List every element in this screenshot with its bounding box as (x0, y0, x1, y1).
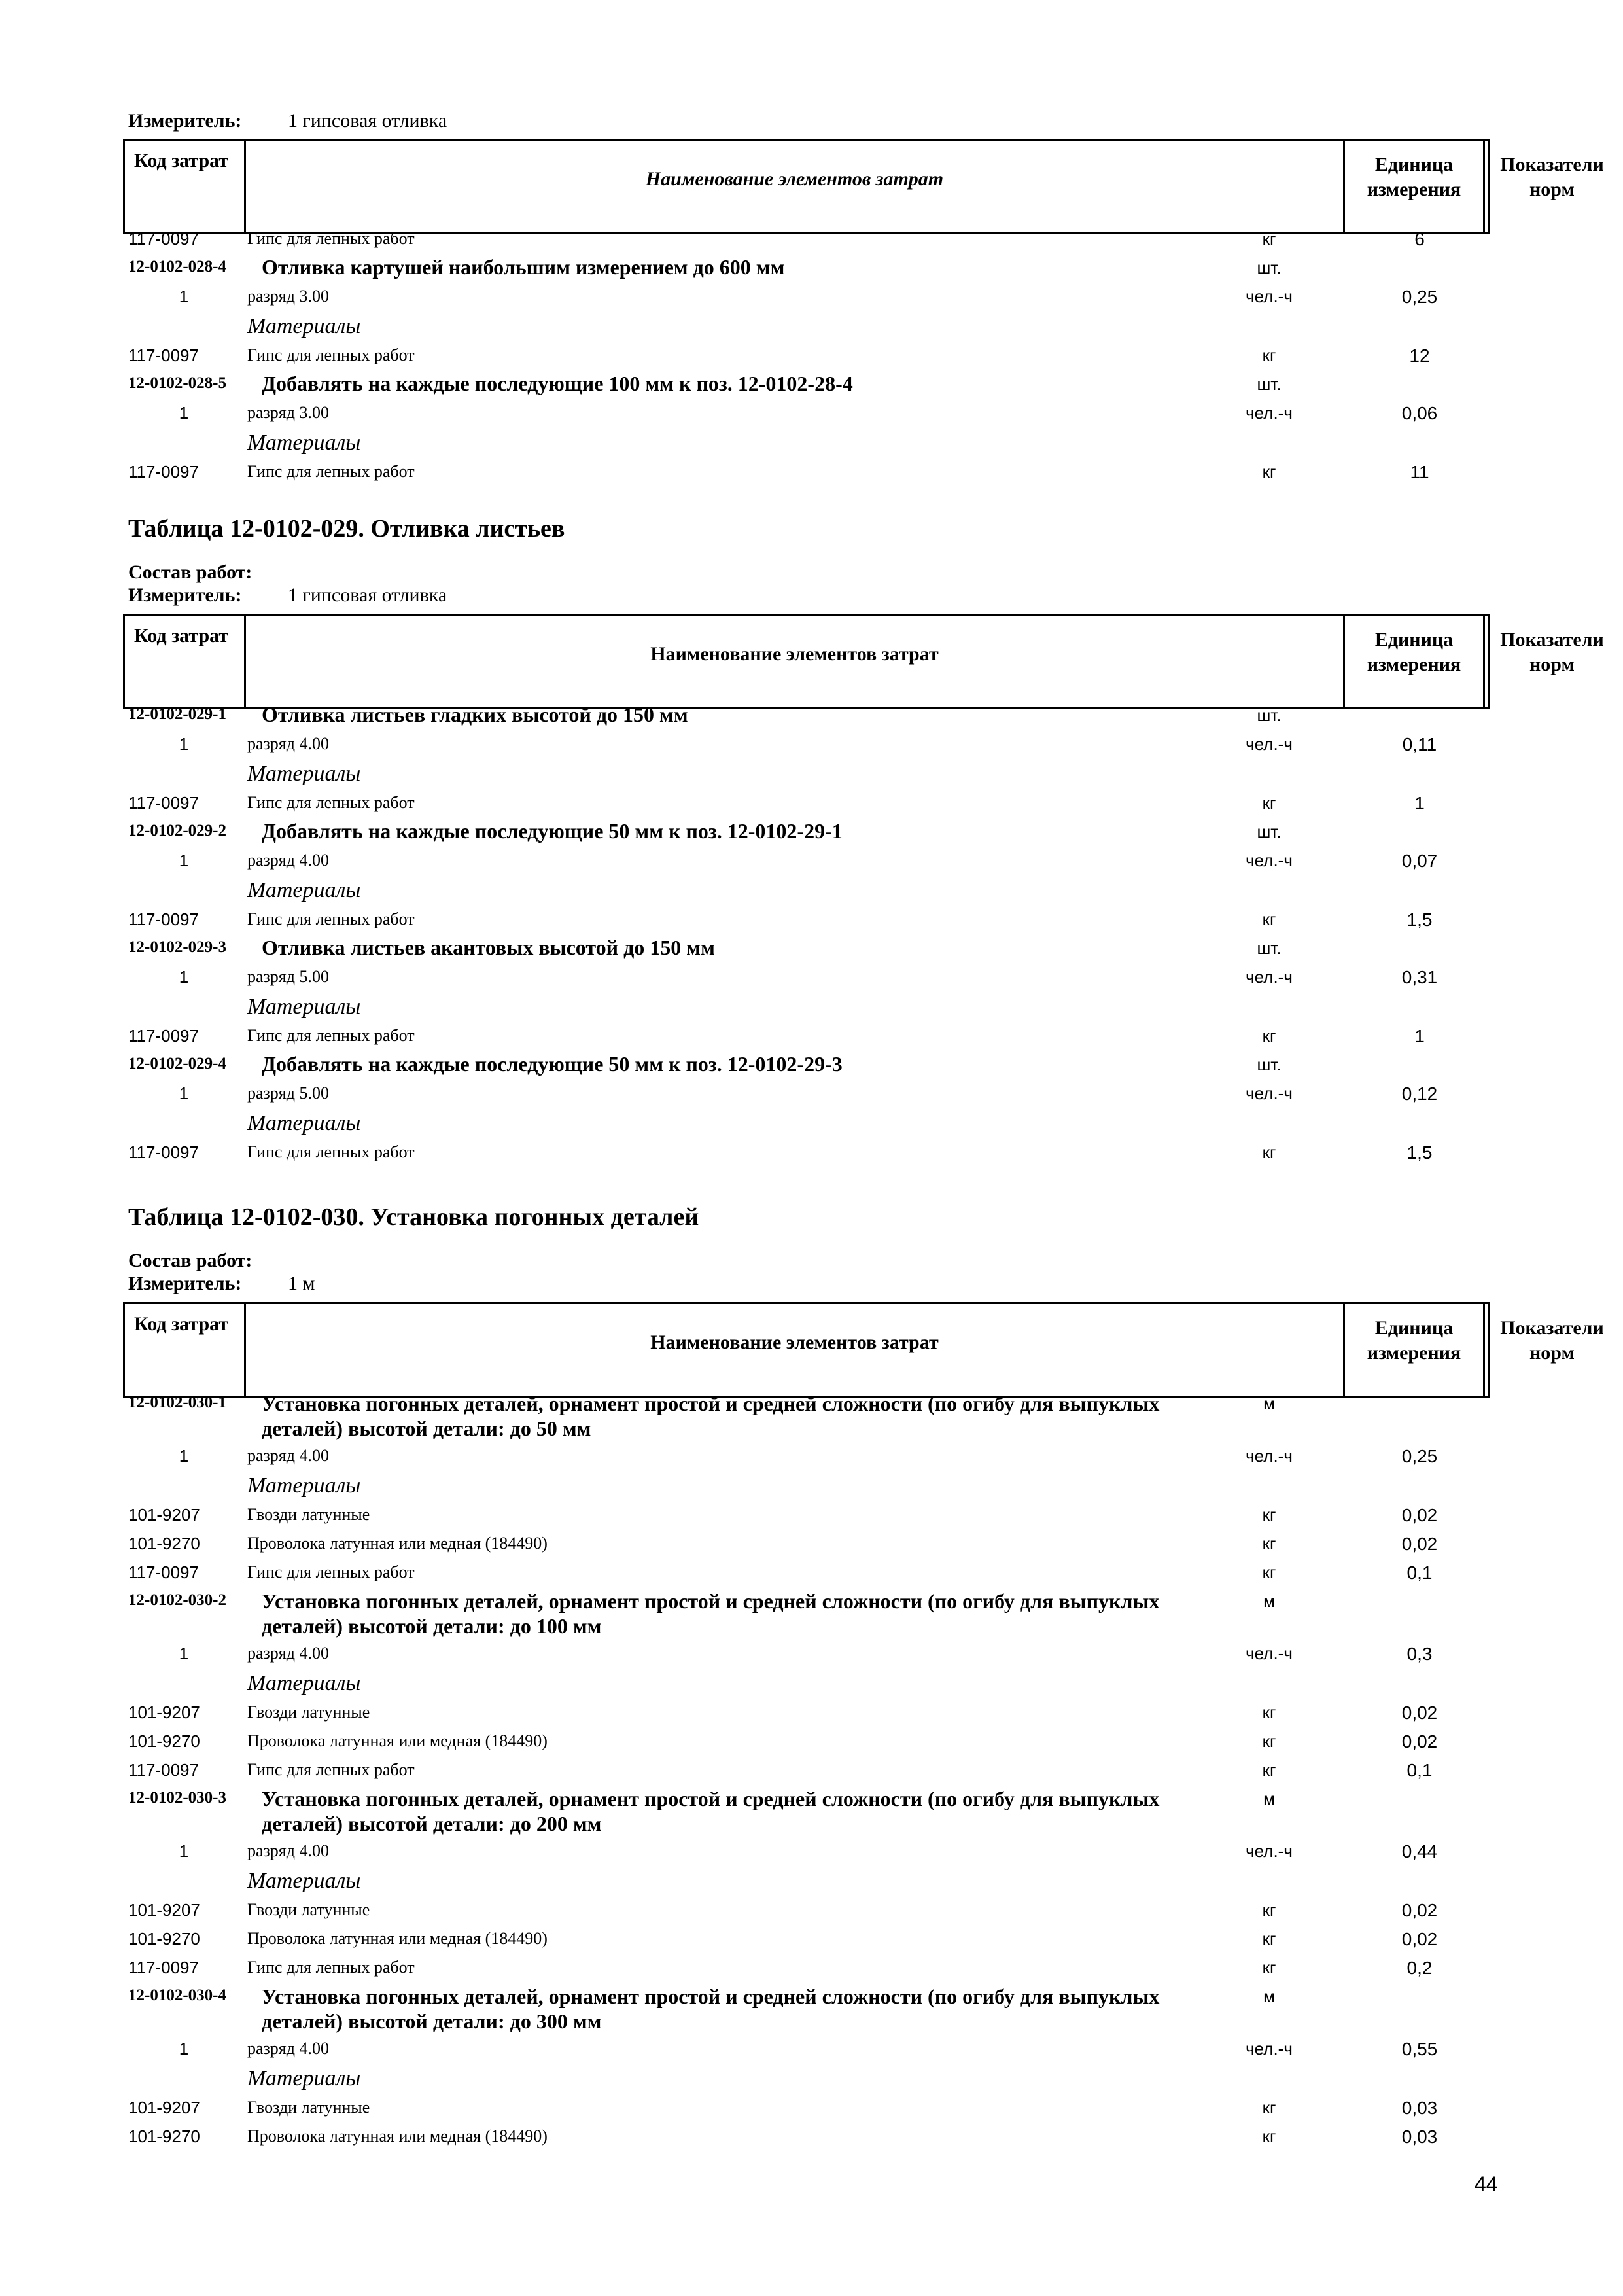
table-row (0, 2127, 1623, 2153)
cost-code: 117-0097 (128, 793, 199, 813)
table30-header-norm-2: норм (1529, 1342, 1575, 1364)
cost-element-name: Установка погонных деталей, орнамент простой и средней сложности (по огибу для выпуклых деталей) высотой детали: до 100 мм (262, 1589, 1160, 1638)
cost-code: 117-0097 (128, 910, 199, 929)
table-row (0, 1589, 1623, 1638)
cost-element-name: Добавлять на каждые последующие 50 мм к поз. 12-0102-29-3 (262, 1052, 843, 1076)
table-row (0, 1841, 1623, 1867)
header-name: Наименование элементов затрат (645, 168, 944, 190)
table-row (0, 1760, 1623, 1786)
cost-element-name: Проволока латунная или медная (184490) (247, 1929, 548, 1948)
norm-value: 0,1 (1406, 1760, 1433, 1780)
cost-element-name: Отливка листьев акантовых высотой до 150 мм (262, 936, 715, 959)
norm-value: 0,12 (1401, 1084, 1438, 1104)
unit-of-measure: чел.-ч (1246, 967, 1293, 987)
norm-value: 0,11 (1402, 734, 1437, 754)
cost-code: 1 (179, 287, 189, 306)
table-row (0, 1900, 1623, 1926)
unit-of-measure: м (1263, 1987, 1275, 2006)
cost-code: 1 (179, 851, 189, 870)
unit-of-measure: шт. (1257, 258, 1282, 277)
header-unit-2: измерения (1367, 179, 1461, 200)
cost-code: 101-9270 (128, 1534, 200, 1553)
materials-heading: Материалы (247, 878, 361, 902)
table-row (0, 1475, 1623, 1501)
table-row (0, 315, 1623, 342)
cost-code: 12-0102-029-4 (128, 1055, 226, 1072)
norm-value: 0,02 (1401, 1731, 1438, 1752)
unit-of-measure: чел.-ч (1246, 734, 1293, 754)
unit-of-measure: кг (1262, 229, 1276, 249)
table29-header (123, 614, 1604, 709)
cost-code: 101-9207 (128, 2098, 200, 2117)
unit-of-measure: кг (1262, 1142, 1276, 1162)
norm-value: 12 (1409, 345, 1430, 366)
cost-element-name: разряд 4.00 (247, 851, 329, 870)
table-header (123, 139, 1604, 234)
cost-element-name: Гипс для лепных работ (247, 229, 415, 248)
norm-value: 0,02 (1401, 1534, 1438, 1554)
cost-code: 101-9207 (128, 1505, 200, 1525)
table29-header-norm-2: норм (1529, 654, 1575, 675)
table-row (0, 1505, 1623, 1531)
table-row (0, 996, 1623, 1022)
cost-code: 101-9207 (128, 1703, 200, 1722)
table-row (0, 1142, 1623, 1169)
cost-element-name: Отливка листьев гладких высотой до 150 мм (262, 703, 688, 726)
meter-label: Измеритель: (128, 110, 242, 132)
table29-meter-label: Измеритель: (128, 584, 242, 606)
meter-value: 1 гипсовая отливка (288, 110, 447, 132)
unit-of-measure: кг (1262, 2098, 1276, 2117)
norm-value: 0,2 (1406, 1958, 1433, 1978)
table-row (0, 1392, 1623, 1440)
cost-code: 12-0102-028-4 (128, 258, 226, 275)
materials-heading: Материалы (247, 314, 361, 338)
cost-element-name: разряд 4.00 (247, 2039, 329, 2058)
table-row (0, 705, 1623, 732)
table-row (0, 374, 1623, 400)
table29-header-code: Код затрат (134, 625, 229, 646)
table-row (0, 2098, 1623, 2124)
norm-value: 0,02 (1401, 1929, 1438, 1949)
table30-header (123, 1302, 1604, 1398)
unit-of-measure: чел.-ч (1246, 1446, 1293, 1466)
norm-value: 0,44 (1401, 1841, 1438, 1862)
norm-value: 0,25 (1401, 1446, 1438, 1466)
norm-value: 0,06 (1401, 403, 1438, 423)
table-row (0, 1731, 1623, 1757)
table29-composition-label: Состав работ: (128, 561, 253, 583)
cost-element-name: Гипс для лепных работ (247, 910, 415, 928)
table-row (0, 1929, 1623, 1955)
cost-element-name: разряд 4.00 (247, 1644, 329, 1663)
page-number: 44 (1475, 2172, 1498, 2196)
cost-element-name: разряд 4.00 (247, 1841, 329, 1860)
table-row (0, 1534, 1623, 1560)
table-row (0, 763, 1623, 789)
unit-of-measure: кг (1262, 345, 1276, 365)
unit-of-measure: чел.-ч (1246, 851, 1293, 870)
cost-code: 12-0102-030-2 (128, 1591, 226, 1609)
norm-value: 0,02 (1401, 1505, 1438, 1525)
table-row (0, 819, 1623, 848)
unit-of-measure: кг (1262, 1534, 1276, 1553)
norm-value: 6 (1414, 229, 1425, 249)
materials-heading: Материалы (247, 1474, 361, 1498)
table-row (0, 345, 1623, 372)
table-row (0, 432, 1623, 458)
table-row (0, 1870, 1623, 1896)
cost-element-name: разряд 4.00 (247, 734, 329, 753)
unit-of-measure: кг (1262, 1731, 1276, 1751)
cost-element-name: Проволока латунная или медная (184490) (247, 1534, 548, 1553)
norm-value: 0,02 (1401, 1703, 1438, 1723)
cost-element-name: Гипс для лепных работ (247, 1563, 415, 1581)
cost-element-name: разряд 5.00 (247, 1084, 329, 1103)
cost-code: 117-0097 (128, 1142, 199, 1162)
unit-of-measure: кг (1262, 910, 1276, 929)
cost-element-name: Установка погонных деталей, орнамент простой и средней сложности (по огибу для выпуклых деталей) высотой детали: до 50 мм (262, 1392, 1160, 1440)
norm-value: 1 (1414, 793, 1425, 813)
cost-element-name: Проволока латунная или медная (184490) (247, 1731, 548, 1750)
table-row (0, 1446, 1623, 1472)
unit-of-measure: кг (1262, 1760, 1276, 1780)
cost-code: 1 (179, 1446, 189, 1466)
unit-of-measure: чел.-ч (1246, 2039, 1293, 2058)
table29-header-norm-1: Показатели (1500, 629, 1604, 650)
materials-heading: Материалы (247, 1671, 361, 1695)
table-row (0, 1787, 1623, 1835)
cost-code: 12-0102-030-4 (128, 1987, 226, 2004)
materials-heading: Материалы (247, 1111, 361, 1135)
header-code: Код затрат (134, 150, 229, 171)
header-unit-1: Единица (1374, 154, 1454, 175)
unit-of-measure: м (1263, 1394, 1275, 1413)
table30-header-unit-2: измерения (1367, 1342, 1461, 1364)
materials-heading: Материалы (247, 1869, 361, 1893)
norm-value: 0,31 (1401, 967, 1438, 987)
cost-element-name: Добавлять на каждые последующие 100 мм к поз. 12-0102-28-4 (262, 372, 853, 395)
unit-of-measure: кг (1262, 1929, 1276, 1949)
cost-code: 12-0102-030-3 (128, 1789, 226, 1807)
table30-meter-label: Измеритель: (128, 1273, 242, 1294)
unit-of-measure: м (1263, 1591, 1275, 1611)
cost-element-name: разряд 5.00 (247, 967, 329, 986)
table30-header-code: Код затрат (134, 1313, 229, 1335)
norm-value: 0,25 (1401, 287, 1438, 307)
table30-composition-label: Состав работ: (128, 1250, 253, 1271)
norm-value: 0,55 (1401, 2039, 1438, 2059)
table30-meter-value: 1 м (288, 1273, 315, 1294)
table-row (0, 255, 1623, 284)
cost-code: 117-0097 (128, 1958, 199, 1977)
unit-of-measure: чел.-ч (1246, 1084, 1293, 1103)
table-row (0, 1958, 1623, 1984)
norm-value: 1,5 (1406, 1142, 1433, 1163)
table29-header-name: Наименование элементов затрат (650, 643, 939, 665)
unit-of-measure: кг (1262, 793, 1276, 813)
unit-of-measure: шт. (1257, 374, 1282, 394)
table-row (0, 851, 1623, 877)
cost-element-name: Отливка картушей наибольшим измерением до 600 мм (262, 255, 785, 279)
materials-heading: Материалы (247, 762, 361, 786)
cost-code: 12-0102-028-5 (128, 374, 226, 392)
unit-of-measure: кг (1262, 1505, 1276, 1525)
cost-element-name: Гвозди латунные (247, 1703, 370, 1722)
unit-of-measure: чел.-ч (1246, 1841, 1293, 1861)
unit-of-measure: м (1263, 1789, 1275, 1809)
unit-of-measure: кг (1262, 1563, 1276, 1582)
norm-value: 1 (1414, 1026, 1425, 1046)
unit-of-measure: шт. (1257, 938, 1282, 958)
cost-element-name: разряд 4.00 (247, 1446, 329, 1465)
table-row (0, 1672, 1623, 1699)
unit-of-measure: кг (1262, 2127, 1276, 2146)
unit-of-measure: шт. (1257, 822, 1282, 841)
cost-code: 1 (179, 2039, 189, 2058)
table-row (0, 1112, 1623, 1139)
table-row (0, 1052, 1623, 1081)
table-row (0, 462, 1623, 488)
materials-heading: Материалы (247, 2066, 361, 2091)
cost-element-name: Гвозди латунные (247, 2098, 370, 2117)
cost-code: 1 (179, 967, 189, 987)
cost-element-name: Гипс для лепных работ (247, 793, 415, 812)
cost-element-name: Установка погонных деталей, орнамент простой и средней сложности (по огибу для выпуклых деталей) высотой детали: до 300 мм (262, 1985, 1160, 2033)
norm-value: 0,3 (1406, 1644, 1433, 1664)
table-row (0, 229, 1623, 255)
table29-header-unit-2: измерения (1367, 654, 1461, 675)
cost-element-name: разряд 3.00 (247, 287, 329, 306)
materials-heading: Материалы (247, 431, 361, 455)
cost-code: 1 (179, 403, 189, 423)
cost-code: 1 (179, 1644, 189, 1663)
header-norm-1: Показатели (1500, 154, 1604, 175)
cost-code: 117-0097 (128, 1563, 199, 1582)
cost-code: 117-0097 (128, 345, 199, 365)
cost-code: 117-0097 (128, 1026, 199, 1046)
norm-value: 0,1 (1406, 1563, 1433, 1583)
table29-title: Таблица 12-0102-029. Отливка листьев (128, 515, 565, 542)
table29-header-unit-1: Единица (1374, 629, 1454, 650)
table-row (0, 1985, 1623, 2033)
table-row (0, 1563, 1623, 1589)
table-row (0, 2068, 1623, 2094)
cost-code: 101-9270 (128, 1929, 200, 1949)
cost-element-name: Гипс для лепных работ (247, 1760, 415, 1779)
unit-of-measure: кг (1262, 1900, 1276, 1920)
table-row (0, 793, 1623, 819)
unit-of-measure: кг (1262, 1703, 1276, 1722)
table-row (0, 403, 1623, 429)
table29-meter-value: 1 гипсовая отливка (288, 584, 447, 606)
unit-of-measure: чел.-ч (1246, 287, 1293, 306)
norm-value: 0,02 (1401, 1900, 1438, 1920)
cost-code: 1 (179, 1841, 189, 1861)
cost-element-name: Гипс для лепных работ (247, 1026, 415, 1045)
cost-element-name: Гипс для лепных работ (247, 345, 415, 364)
norm-value: 0,03 (1401, 2098, 1438, 2118)
cost-element-name: Проволока латунная или медная (184490) (247, 2127, 548, 2146)
cost-code: 101-9207 (128, 1900, 200, 1920)
materials-heading: Материалы (247, 995, 361, 1019)
cost-element-name: Гипс для лепных работ (247, 1958, 415, 1977)
norm-value: 11 (1410, 462, 1429, 482)
cost-element-name: Гипс для лепных работ (247, 1142, 415, 1161)
cost-code: 101-9270 (128, 1731, 200, 1751)
cost-code: 12-0102-030-1 (128, 1394, 226, 1411)
header-norm-2: норм (1529, 179, 1575, 200)
unit-of-measure: кг (1262, 1026, 1276, 1046)
cost-code: 1 (179, 734, 189, 754)
cost-code: 101-9270 (128, 2127, 200, 2146)
cost-code: 12-0102-029-1 (128, 705, 226, 723)
table-row (0, 967, 1623, 993)
cost-element-name: разряд 3.00 (247, 403, 329, 422)
cost-code: 117-0097 (128, 229, 199, 249)
norm-value: 0,07 (1401, 851, 1438, 871)
cost-element-name: Добавлять на каждые последующие 50 мм к поз. 12-0102-29-1 (262, 819, 843, 843)
unit-of-measure: кг (1262, 1958, 1276, 1977)
unit-of-measure: чел.-ч (1246, 403, 1293, 423)
cost-element-name: Гвозди латунные (247, 1505, 370, 1524)
table30-title: Таблица 12-0102-030. Установка погонных деталей (128, 1203, 699, 1231)
cost-element-name: Гвозди латунные (247, 1900, 370, 1919)
table30-header-name: Наименование элементов затрат (650, 1332, 939, 1353)
table30-header-unit-1: Единица (1374, 1317, 1454, 1339)
table-row (0, 910, 1623, 936)
table-row (0, 879, 1623, 906)
cost-code: 12-0102-029-3 (128, 938, 226, 956)
cost-code: 117-0097 (128, 1760, 199, 1780)
unit-of-measure: шт. (1257, 1055, 1282, 1074)
unit-of-measure: кг (1262, 462, 1276, 482)
table30-header-norm-1: Показатели (1500, 1317, 1604, 1339)
table-row (0, 287, 1623, 313)
norm-value: 1,5 (1406, 910, 1433, 930)
cost-code: 1 (179, 1084, 189, 1103)
unit-of-measure: чел.-ч (1246, 1644, 1293, 1663)
table-row (0, 734, 1623, 760)
table-row (0, 1644, 1623, 1670)
norm-value: 0,03 (1401, 2127, 1438, 2147)
table-row (0, 2039, 1623, 2065)
unit-of-measure: шт. (1257, 705, 1282, 725)
table-row (0, 1084, 1623, 1110)
table-row (0, 938, 1623, 964)
table-row (0, 1026, 1623, 1052)
table-row (0, 1703, 1623, 1729)
cost-element-name: Гипс для лепных работ (247, 462, 415, 481)
cost-code: 117-0097 (128, 462, 199, 482)
cost-code: 12-0102-029-2 (128, 822, 226, 839)
cost-element-name: Установка погонных деталей, орнамент простой и средней сложности (по огибу для выпуклых деталей) высотой детали: до 200 мм (262, 1787, 1160, 1835)
